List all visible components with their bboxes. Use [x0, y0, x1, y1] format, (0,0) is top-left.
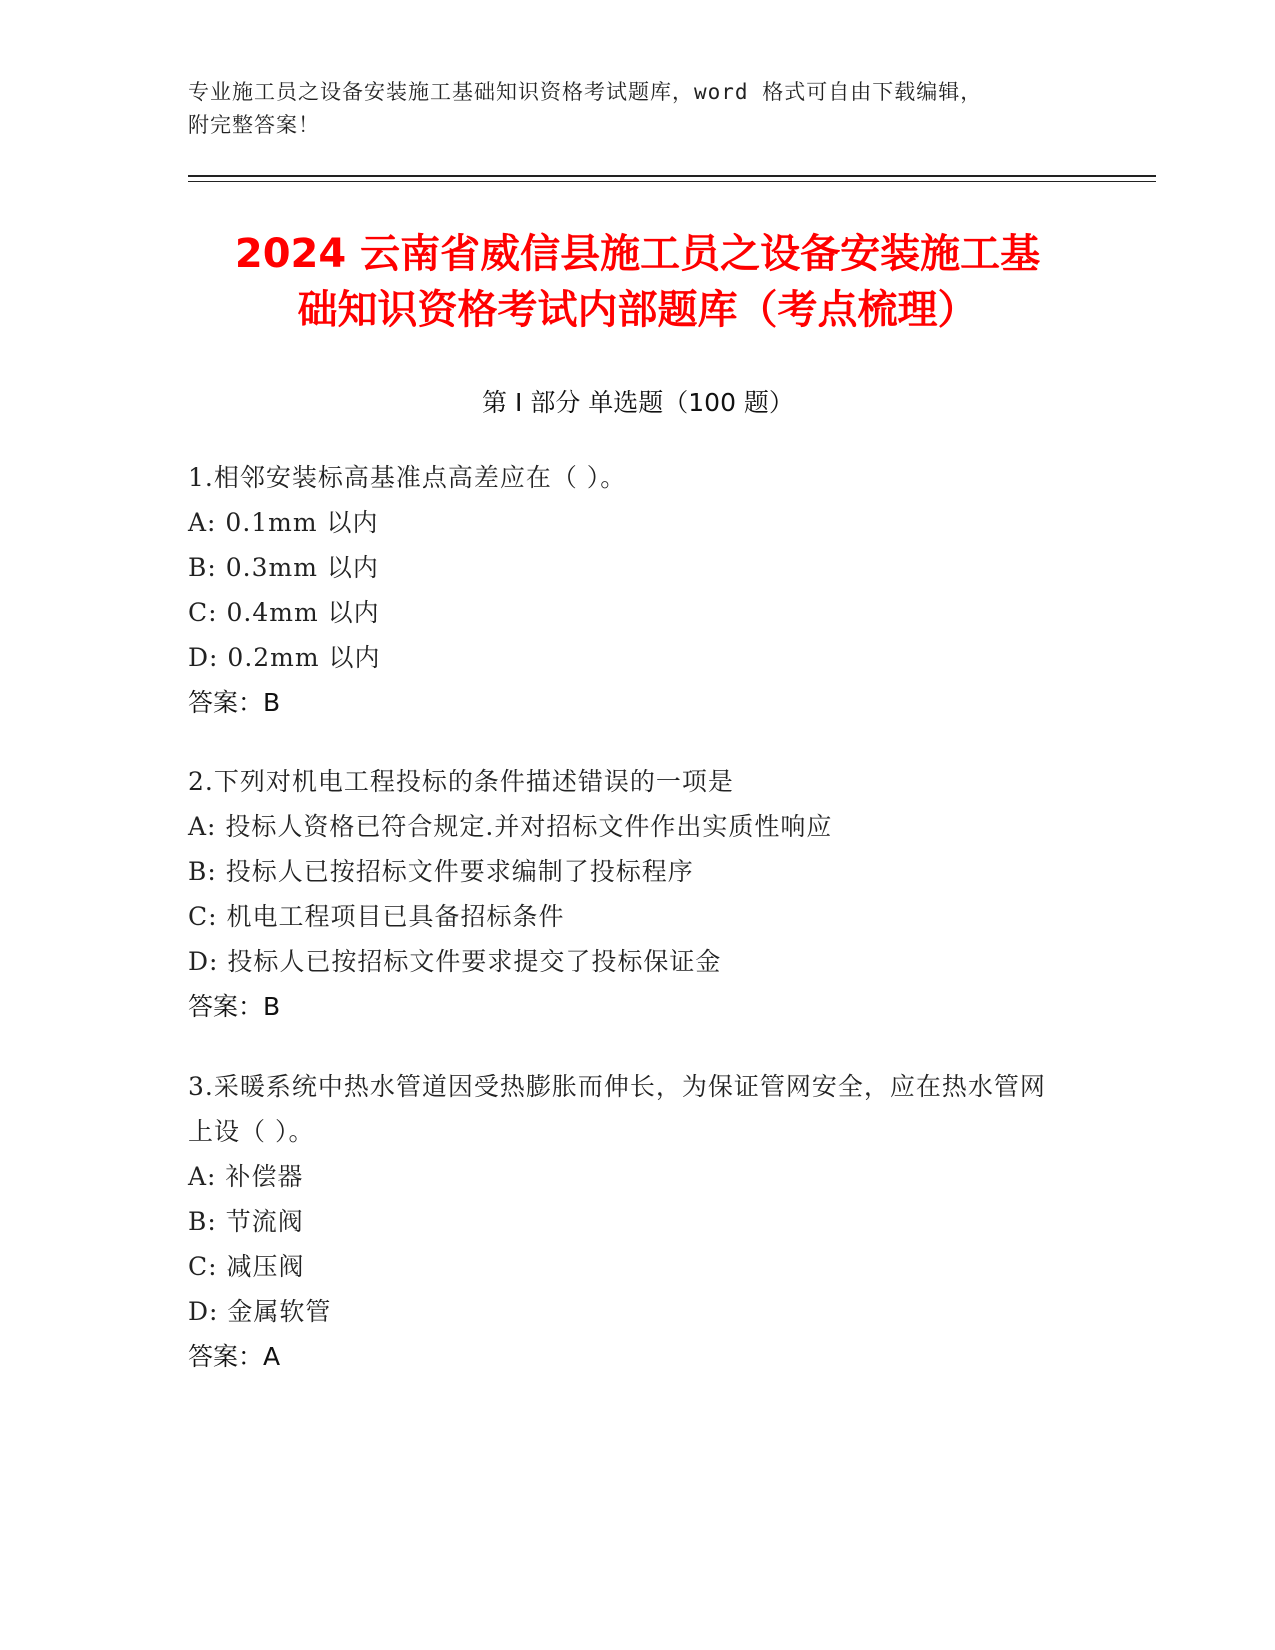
header-divider-thin: [188, 181, 1156, 182]
option-c: C: 减压阀: [188, 1252, 305, 1281]
question-2: [188, 759, 1088, 1029]
option-a: A: 0.1mm 以内: [188, 508, 379, 537]
document-title: [160, 226, 1115, 338]
header-divider-thick: [188, 175, 1156, 177]
option-d: D: 0.2mm 以内: [188, 643, 381, 672]
option-d: D: 投标人已按招标文件要求提交了投标保证金: [188, 947, 722, 976]
answer: 答案：B: [188, 992, 281, 1021]
option-c: C: 机电工程项目已具备招标条件: [188, 902, 565, 931]
answer: 答案：A: [188, 1342, 281, 1371]
header-note: [188, 76, 1068, 142]
question-stem: 3.采暖系统中热水管道因受热膨胀而伸长，为保证管网安全，应在热水管网上设（ ）。: [188, 1072, 1046, 1146]
section-title: 第 I 部分 单选题（100 题）: [482, 388, 794, 417]
option-a: A: 补偿器: [188, 1162, 304, 1191]
option-b: B: 节流阀: [188, 1207, 304, 1236]
question-3: [188, 1064, 1048, 1379]
document-title-line1: 2024 云南省威信县施工员之设备安装施工基: [234, 231, 1041, 277]
option-b: B: 0.3mm 以内: [188, 553, 379, 582]
header-note-line1: 专业施工员之设备安装施工基础知识资格考试题库，word 格式可自由下载编辑，: [188, 80, 983, 104]
answer: 答案：B: [188, 688, 281, 717]
question-1: [188, 455, 1088, 725]
option-c: C: 0.4mm 以内: [188, 598, 380, 627]
question-stem: 2.下列对机电工程投标的条件描述错误的一项是: [188, 767, 734, 796]
document-title-line2: 础知识资格考试内部题库（考点梳理）: [297, 287, 978, 333]
option-a: A: 投标人资格已符合规定.并对招标文件作出实质性响应: [188, 812, 833, 841]
option-b: B: 投标人已按招标文件要求编制了投标程序: [188, 857, 694, 886]
question-stem: 1.相邻安装标高基准点高差应在（ ）。: [188, 463, 627, 492]
option-d: D: 金属软管: [188, 1297, 332, 1326]
header-note-line2: 附完整答案！: [188, 113, 320, 137]
